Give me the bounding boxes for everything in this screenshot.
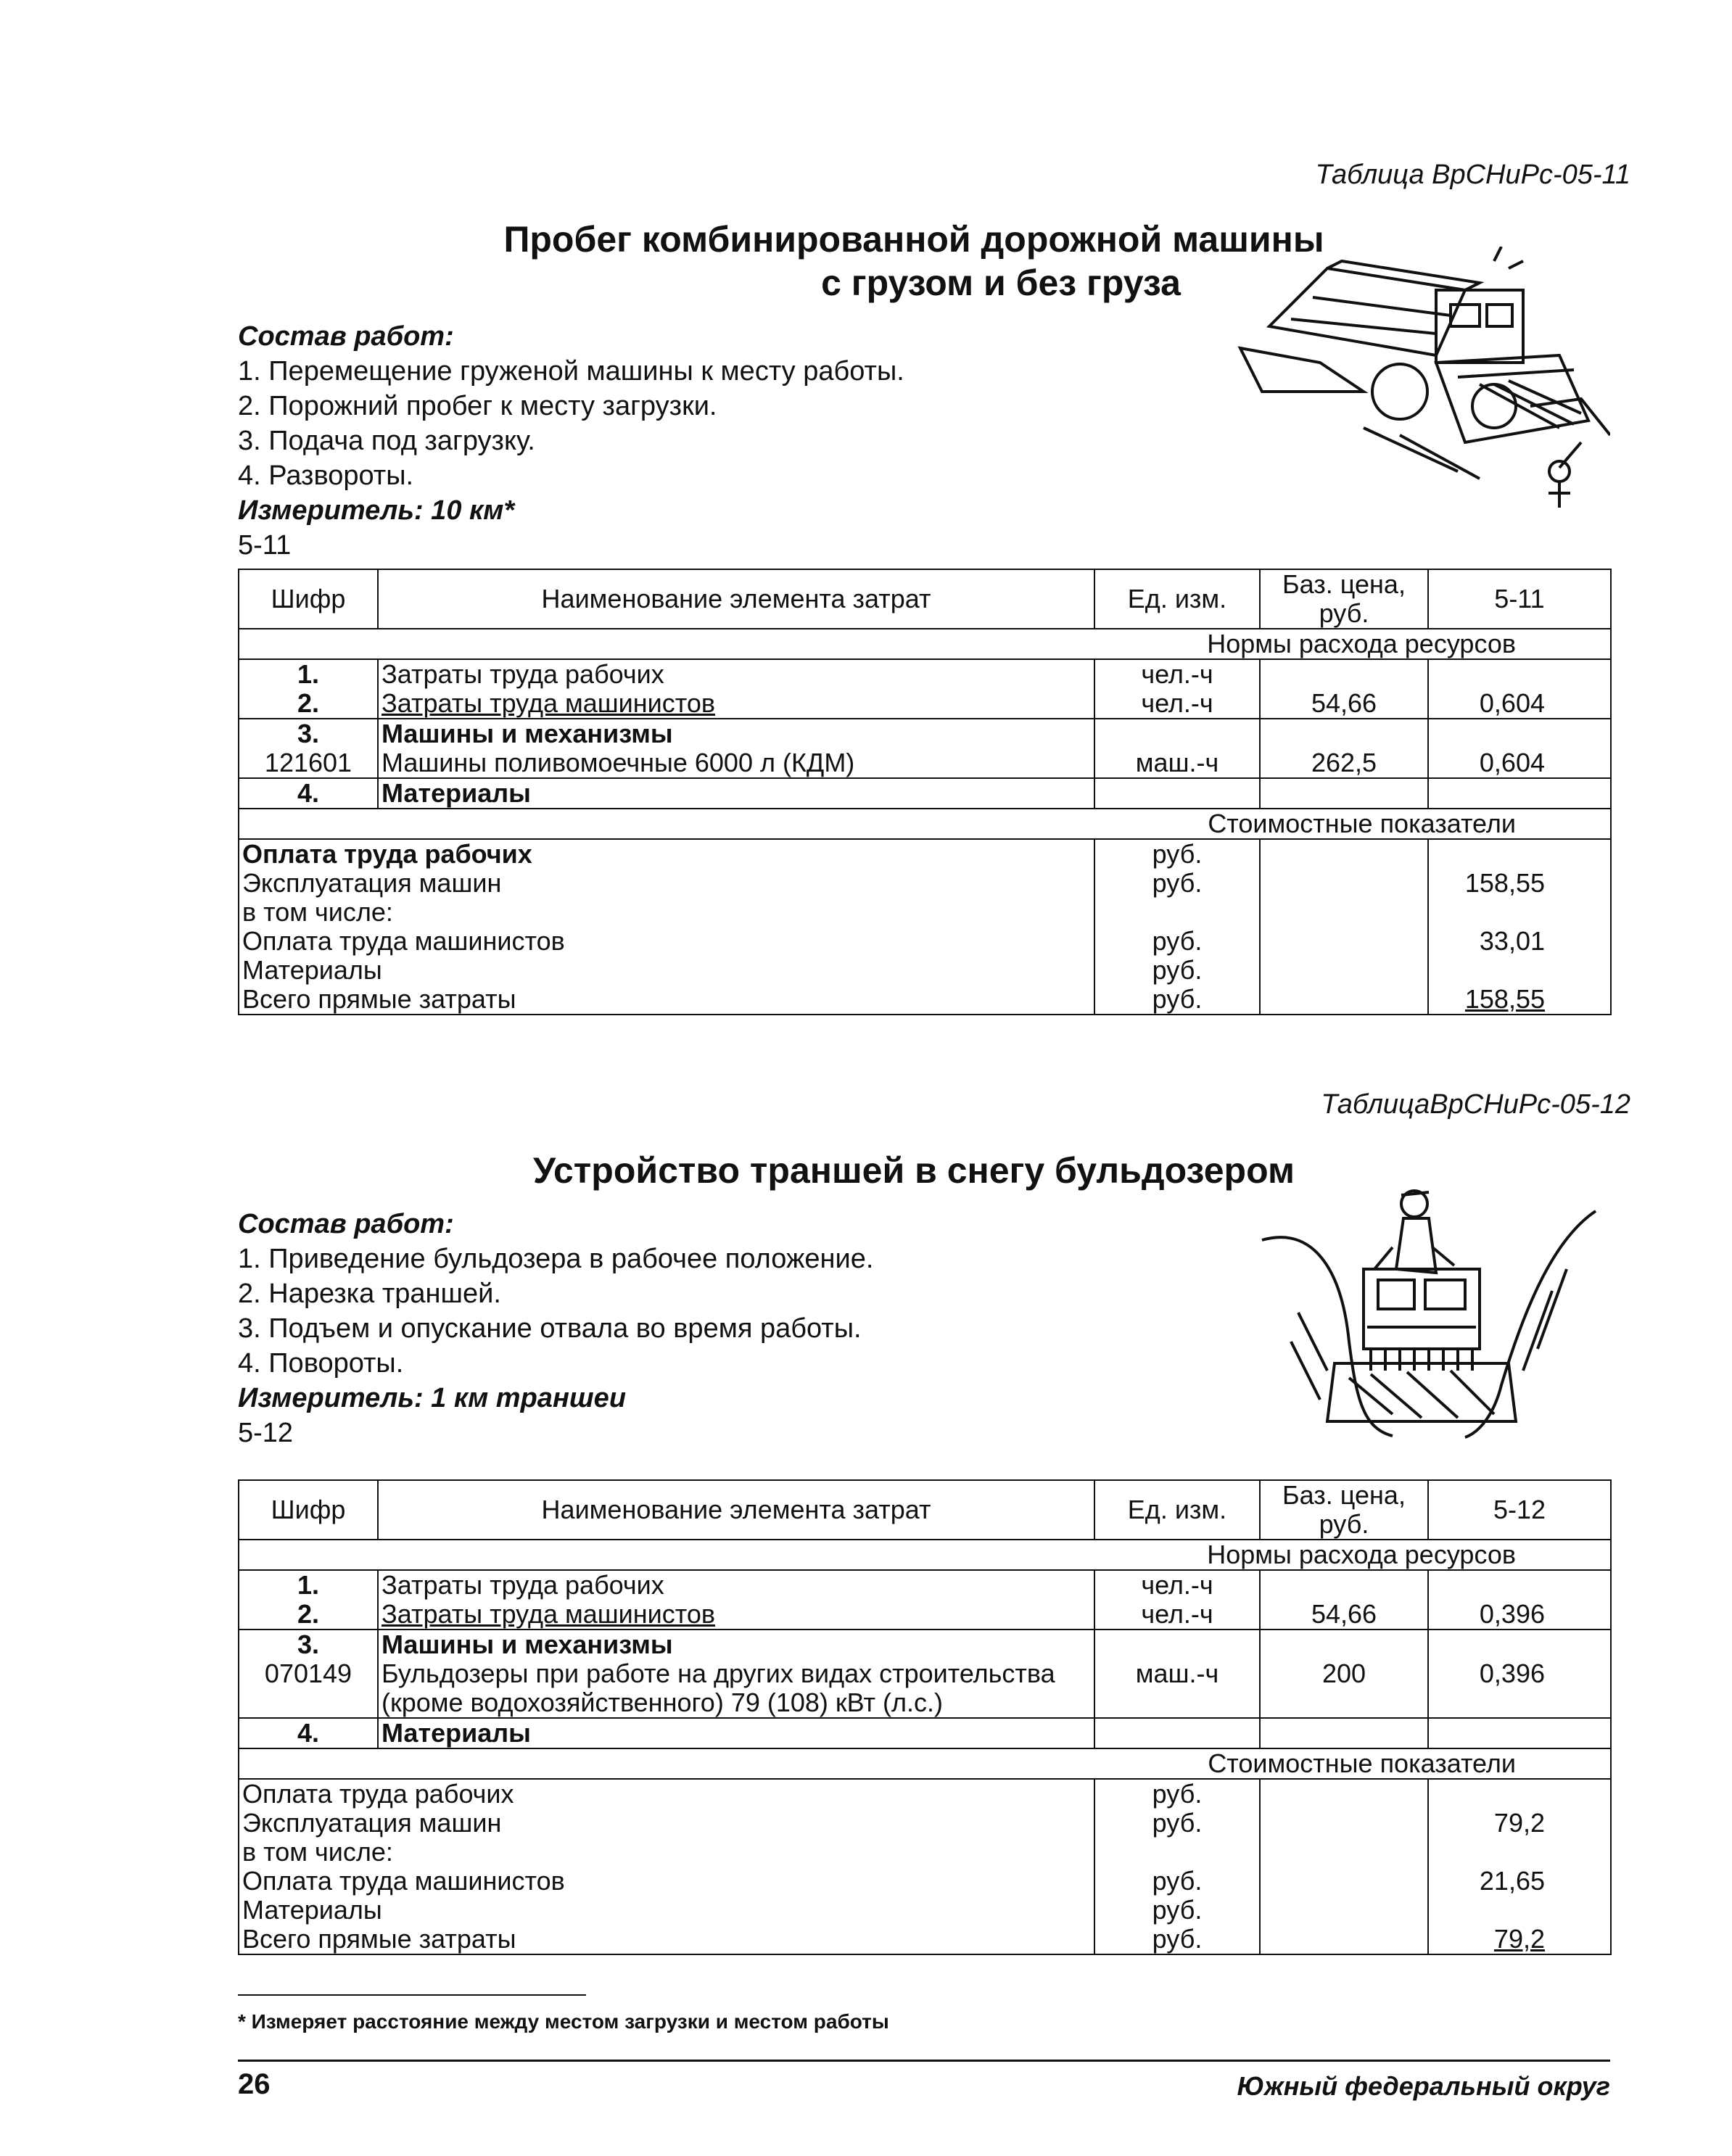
row-cipher: 1. xyxy=(239,1570,378,1600)
table-row xyxy=(239,1718,1611,1748)
row-name: Машины и механизмы xyxy=(378,719,1094,748)
table-header-row xyxy=(239,1480,1611,1540)
cost-unit: руб. xyxy=(1094,839,1260,869)
row-cipher: 2. xyxy=(239,689,378,719)
table-row xyxy=(239,689,1611,719)
cost-unit xyxy=(1094,1838,1260,1867)
cost-row xyxy=(239,927,1611,956)
cost-name: Оплата труда рабочих xyxy=(239,1779,1094,1809)
cost-name: Оплата труда машинистов xyxy=(239,1867,1094,1896)
work-item: 4. Повороты. xyxy=(238,1348,404,1379)
work-item: 1. Приведение бульдозера в рабочее положение. xyxy=(238,1244,874,1274)
cost-value xyxy=(1428,898,1611,927)
works-block-05-12 xyxy=(238,1207,873,1450)
row-price: 54,66 xyxy=(1260,689,1428,719)
works-heading: Состав работ: xyxy=(238,321,454,352)
cost-row xyxy=(239,869,1611,898)
cost-unit xyxy=(1094,898,1260,927)
cost-unit: руб. xyxy=(1094,869,1260,898)
work-item: 4. Развороты. xyxy=(238,460,414,491)
row-price xyxy=(1260,659,1428,689)
section-title-05-12: Устройство траншей в снегу бульдозером xyxy=(533,1150,1295,1191)
row-unit: маш.-ч xyxy=(1094,1659,1260,1718)
row-cipher: 1. xyxy=(239,659,378,689)
cost-value xyxy=(1428,956,1611,985)
cost-value: 79,2 xyxy=(1428,1809,1611,1838)
table-row xyxy=(239,1570,1611,1600)
row-name: Материалы xyxy=(378,1718,1094,1748)
cost-value xyxy=(1428,1779,1611,1809)
cost-row xyxy=(239,839,1611,869)
row-name: Бульдозеры при работе на других видах строительства (кроме водохозяйственного) 79 (108) кВт (л.с.) xyxy=(378,1659,1094,1718)
row-unit xyxy=(1094,778,1260,809)
cost-row xyxy=(239,985,1611,1015)
row-name: Материалы xyxy=(378,778,1094,809)
table-label-05-12: ТаблицаВрСНиРс-05-12 xyxy=(1321,1089,1630,1120)
work-item: 1. Перемещение груженой машины к месту работы. xyxy=(238,356,904,387)
row-unit xyxy=(1094,1630,1260,1659)
header-base-price: Баз. цена, руб. xyxy=(1260,569,1428,629)
cost-row xyxy=(239,1925,1611,1954)
cost-name: в том числе: xyxy=(239,1838,1094,1867)
cost-unit: руб. xyxy=(1094,1867,1260,1896)
header-code-col: 5-12 xyxy=(1428,1480,1611,1540)
header-cipher: Шифр xyxy=(239,1480,378,1540)
row-unit: чел.-ч xyxy=(1094,659,1260,689)
cost-unit: руб. xyxy=(1094,927,1260,956)
row-price xyxy=(1260,1718,1428,1748)
row-value xyxy=(1428,1718,1611,1748)
header-unit: Ед. изм. xyxy=(1094,569,1260,629)
row-price: 262,5 xyxy=(1260,748,1428,778)
row-unit: чел.-ч xyxy=(1094,1570,1260,1600)
row-unit: чел.-ч xyxy=(1094,689,1260,719)
cost-unit: руб. xyxy=(1094,956,1260,985)
header-name: Наименование элемента затрат xyxy=(378,569,1094,629)
header-base-price: Баз. цена, руб. xyxy=(1260,1480,1428,1540)
row-unit xyxy=(1094,1718,1260,1748)
cost-unit: руб. xyxy=(1094,1925,1260,1954)
norms-table-05-12 xyxy=(238,1479,1612,1955)
cost-value: 79,2 xyxy=(1428,1925,1611,1954)
work-item: 2. Порожний пробег к месту загрузки. xyxy=(238,391,717,421)
row-cipher: 3. xyxy=(239,719,378,748)
works-block-05-11 xyxy=(238,319,904,563)
row-cipher: 3. xyxy=(239,1630,378,1659)
cost-row xyxy=(239,1896,1611,1925)
row-cipher: 121601 xyxy=(239,748,378,778)
cost-row xyxy=(239,1779,1611,1809)
row-value: 0,396 xyxy=(1428,1659,1611,1718)
row-name: Машины и механизмы xyxy=(378,1630,1094,1659)
row-cipher: 070149 xyxy=(239,1659,378,1718)
cost-unit: руб. xyxy=(1094,1896,1260,1925)
row-value: 0,604 xyxy=(1428,748,1611,778)
title-line-1: Пробег комбинированной дорожной машины xyxy=(503,219,1324,260)
row-price xyxy=(1260,1630,1428,1659)
row-name: Затраты труда машинистов xyxy=(378,689,1094,719)
table-row xyxy=(239,1659,1611,1718)
band-norms-label: Нормы расхода ресурсов xyxy=(239,1540,1611,1570)
row-name: Затраты труда рабочих xyxy=(378,1570,1094,1600)
footnote-rule xyxy=(238,1994,586,1996)
row-value xyxy=(1428,778,1611,809)
band-norms-label: Нормы расхода ресурсов xyxy=(239,629,1611,659)
row-price xyxy=(1260,719,1428,748)
row-price: 200 xyxy=(1260,1659,1428,1718)
row-value xyxy=(1428,719,1611,748)
cost-value xyxy=(1428,1896,1611,1925)
measure-label: Измеритель: 1 км траншеи xyxy=(238,1383,627,1413)
cost-unit: руб. xyxy=(1094,1779,1260,1809)
row-value xyxy=(1428,1630,1611,1659)
table-row xyxy=(239,1600,1611,1630)
header-code-col: 5-11 xyxy=(1428,569,1611,629)
row-cipher: 4. xyxy=(239,778,378,809)
table-row xyxy=(239,659,1611,689)
cost-row xyxy=(239,1867,1611,1896)
cost-name: Эксплуатация машин xyxy=(239,869,1094,898)
cost-name: в том числе: xyxy=(239,898,1094,927)
cost-value: 158,55 xyxy=(1428,985,1611,1015)
row-value xyxy=(1428,1570,1611,1600)
region-label: Южный федеральный округ xyxy=(1237,2071,1610,2101)
band-costs-label: Стоимостные показатели xyxy=(239,809,1611,839)
table-row xyxy=(239,748,1611,778)
row-value: 0,396 xyxy=(1428,1600,1611,1630)
row-cipher: 2. xyxy=(239,1600,378,1630)
header-cipher: Шифр xyxy=(239,569,378,629)
row-unit: маш.-ч xyxy=(1094,748,1260,778)
cost-row xyxy=(239,956,1611,985)
band-costs xyxy=(239,1748,1611,1779)
cost-name: Оплата труда машинистов xyxy=(239,927,1094,956)
row-price xyxy=(1260,778,1428,809)
row-value xyxy=(1428,659,1611,689)
row-value: 0,604 xyxy=(1428,689,1611,719)
road-machine-illustration xyxy=(1218,247,1610,515)
header-unit: Ед. изм. xyxy=(1094,1480,1260,1540)
work-item: 2. Нарезка траншей. xyxy=(238,1279,501,1309)
bulldozer-illustration xyxy=(1248,1182,1610,1458)
footnote: * Измеряет расстояние между местом загрузки и местом работы xyxy=(238,2010,889,2033)
page-number: 26 xyxy=(238,2068,271,2100)
cost-value xyxy=(1428,1838,1611,1867)
row-price xyxy=(1260,1570,1428,1600)
row-cipher: 4. xyxy=(239,1718,378,1748)
header-name: Наименование элемента затрат xyxy=(378,1480,1094,1540)
cost-value: 33,01 xyxy=(1428,927,1611,956)
band-costs-label: Стоимостные показатели xyxy=(239,1748,1611,1779)
row-price: 54,66 xyxy=(1260,1600,1428,1630)
norms-table-05-11 xyxy=(238,569,1612,1015)
table-label-05-11: Таблица ВрСНиРс-05-11 xyxy=(1315,160,1630,190)
cost-name: Оплата труда рабочих xyxy=(239,839,1094,869)
cost-name: Материалы xyxy=(239,1896,1094,1925)
row-name: Затраты труда рабочих xyxy=(378,659,1094,689)
cost-value: 158,55 xyxy=(1428,869,1611,898)
table-header-row xyxy=(239,569,1611,629)
row-name: Затраты труда машинистов xyxy=(378,1600,1094,1630)
cost-name: Эксплуатация машин xyxy=(239,1809,1094,1838)
band-norms xyxy=(239,1540,1611,1570)
measure-label: Измеритель: 10 км* xyxy=(238,495,515,526)
code-label: 5-12 xyxy=(238,1418,294,1448)
band-norms xyxy=(239,629,1611,659)
footer-rule xyxy=(238,2060,1610,2062)
cost-value: 21,65 xyxy=(1428,1867,1611,1896)
work-item: 3. Подача под загрузку. xyxy=(238,426,535,456)
cost-row xyxy=(239,1809,1611,1838)
works-heading: Состав работ: xyxy=(238,1209,454,1239)
cost-name: Всего прямые затраты xyxy=(239,985,1094,1015)
work-item: 3. Подъем и опускание отвала во время работы. xyxy=(238,1313,862,1344)
cost-row xyxy=(239,1838,1611,1867)
cost-unit: руб. xyxy=(1094,985,1260,1015)
row-unit xyxy=(1094,719,1260,748)
cost-name: Всего прямые затраты xyxy=(239,1925,1094,1954)
cost-name: Материалы xyxy=(239,956,1094,985)
table-row xyxy=(239,1630,1611,1659)
table-row xyxy=(239,719,1611,748)
row-unit: чел.-ч xyxy=(1094,1600,1260,1630)
table-row xyxy=(239,778,1611,809)
cost-value xyxy=(1428,839,1611,869)
code-label: 5-11 xyxy=(238,530,292,561)
title-line-2: с грузом и без груза xyxy=(821,263,1181,303)
row-name: Машины поливомоечные 6000 л (КДМ) xyxy=(378,748,1094,778)
cost-row xyxy=(239,898,1611,927)
band-costs xyxy=(239,809,1611,839)
cost-unit: руб. xyxy=(1094,1809,1260,1838)
